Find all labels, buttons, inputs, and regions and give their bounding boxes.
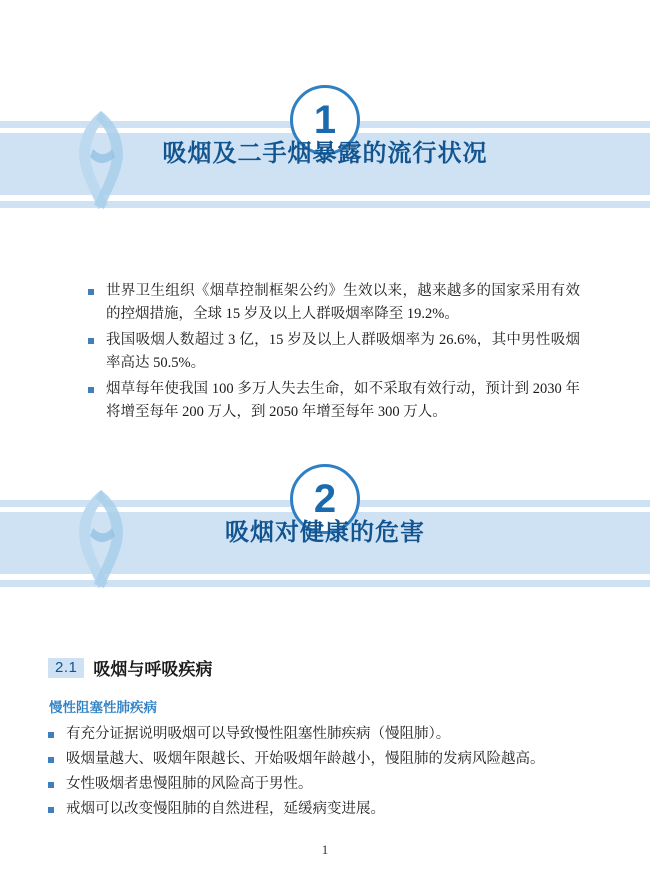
- subsection-title: 吸烟与呼吸疾病: [93, 660, 213, 679]
- list-item: 我国吸烟人数超过 3 亿，15 岁及以上人群吸烟率为 26.6%，其中男性吸烟率高达 50.5%。: [88, 329, 580, 376]
- section-number-badge-2: 2: [290, 464, 360, 534]
- section-1-content: [88, 280, 580, 427]
- bullet-list-1: [88, 280, 580, 425]
- section-banner-2: [0, 464, 650, 599]
- subsection-number: 2.1: [48, 658, 84, 678]
- list-item: 有充分证据说明吸烟可以导致慢性阻塞性肺疾病（慢阻肺）。: [48, 722, 608, 747]
- section-number-badge-1: 1: [290, 85, 360, 155]
- list-item: 世界卫生组织《烟草控制框架公约》生效以来，越来越多的国家采用有效的控烟措施，全球 15 岁及以上人群吸烟率降至 19.2%。: [88, 280, 580, 327]
- section-title-1: 吸烟及二手烟暴露的流行状况: [162, 140, 488, 167]
- bullet-list-2-1: [48, 722, 608, 822]
- list-item: 女性吸烟者患慢阻肺的风险高于男性。: [48, 772, 608, 797]
- subsection-subheading: 慢性阻塞性肺疾病: [49, 700, 157, 715]
- subsection-2-1: [48, 655, 608, 822]
- list-item: 烟草每年使我国 100 多万人失去生命，如不采取有效行动，预计到 2030 年将增至每年 200 万人，到 2050 年增至每年 300 万人。: [88, 378, 580, 425]
- subsection-heading: [48, 655, 608, 680]
- list-item: 吸烟量越大、吸烟年限越长、开始吸烟年龄越小，慢阻肺的发病风险越高。: [48, 747, 608, 772]
- page-number: 1: [321, 842, 329, 857]
- list-item: 戒烟可以改变慢阻肺的自然进程，延缓病变进展。: [48, 797, 608, 822]
- section-banner-1: [0, 85, 650, 220]
- section-title-2: 吸烟对健康的危害: [225, 519, 425, 546]
